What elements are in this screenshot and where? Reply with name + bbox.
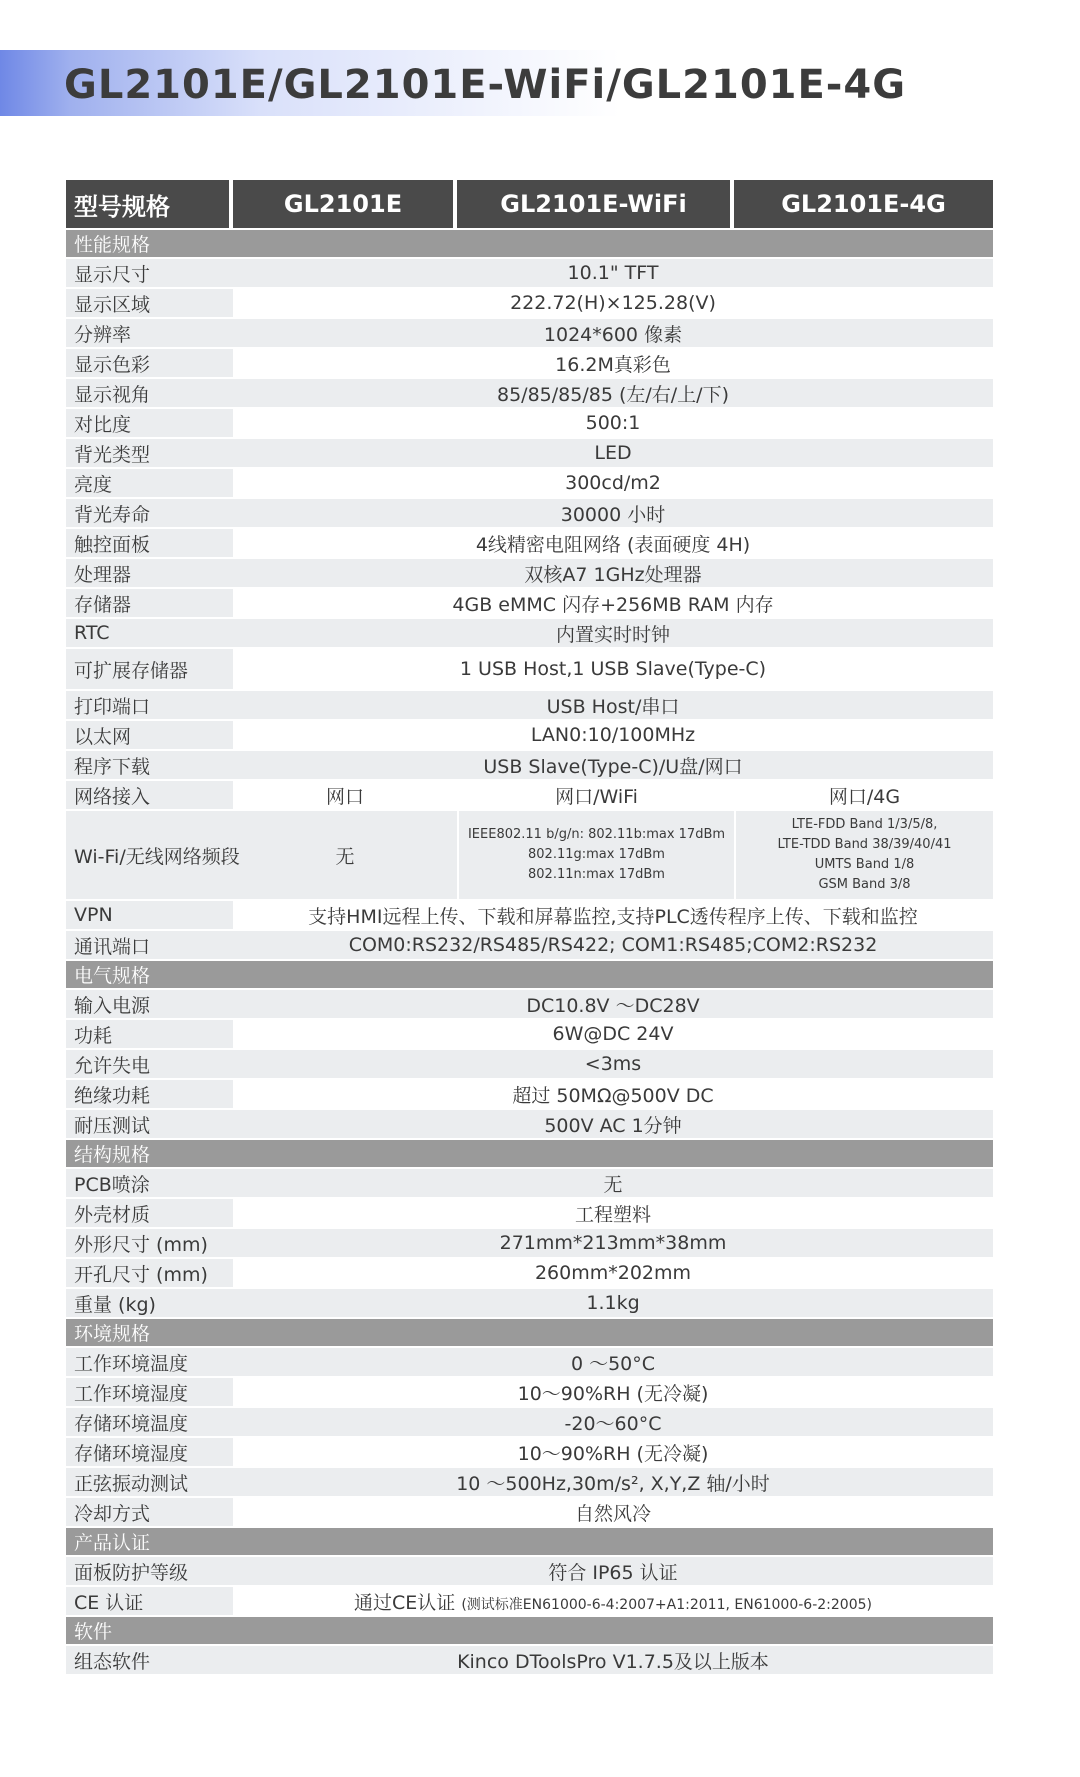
row-label: 显示尺寸 <box>66 257 233 287</box>
row-label: Wi-Fi/无线网络频段 <box>66 809 233 899</box>
row-label: 功耗 <box>66 1018 233 1048</box>
row-value: 1.1kg <box>233 1287 993 1317</box>
row-label: 分辨率 <box>66 317 233 347</box>
row-value <box>233 1585 993 1615</box>
section-software: 软件 <box>66 1615 993 1644</box>
row-value: 1 USB Host,1 USB Slave(Type-C) <box>233 647 993 689</box>
row-label: 网络接入 <box>66 779 233 809</box>
row-value: 无 <box>233 1167 993 1197</box>
row-value: 300cd/m2 <box>233 467 993 497</box>
row-value: USB Host/串口 <box>233 689 993 719</box>
page-title: GL2101E/GL2101E-WiFi/GL2101E-4G <box>64 62 907 108</box>
row-value: 自然风冷 <box>233 1496 993 1526</box>
row-value: 500V AC 1分钟 <box>233 1108 993 1138</box>
wifi-band-wifi <box>457 809 734 899</box>
wifi-band-line: 802.11g:max 17dBm <box>528 847 665 862</box>
section-certification: 产品认证 <box>66 1526 993 1555</box>
row-label: 输入电源 <box>66 988 233 1018</box>
row-value: 0 ～50°C <box>233 1346 993 1376</box>
row-value: 6W@DC 24V <box>233 1018 993 1048</box>
row-label: 外形尺寸 (mm) <box>66 1227 233 1257</box>
row-label: 处理器 <box>66 557 233 587</box>
row-label: 工作环境温度 <box>66 1346 233 1376</box>
wifi-band-line: 802.11n:max 17dBm <box>528 867 665 882</box>
row-label: 背光寿命 <box>66 497 233 527</box>
row-label: CE 认证 <box>66 1585 233 1615</box>
row-value: 超过 50MΩ@500V DC <box>233 1078 993 1108</box>
section-structure: 结构规格 <box>66 1138 993 1167</box>
row-value: 85/85/85/85 (左/右/上/下) <box>233 377 993 407</box>
band-line: LTE-FDD Band 1/3/5/8, <box>791 817 938 832</box>
row-label: 外壳材质 <box>66 1197 233 1227</box>
row-label: 组态软件 <box>66 1644 233 1674</box>
row-label: 面板防护等级 <box>66 1555 233 1585</box>
wifi-band-line: IEEE802.11 b/g/n: 802.11b:max 17dBm <box>467 827 726 842</box>
row-label: 触控面板 <box>66 527 233 557</box>
row-label: 通讯端口 <box>66 929 233 959</box>
row-value: DC10.8V ～DC28V <box>233 988 993 1018</box>
row-value: 符合 IP65 认证 <box>233 1555 993 1585</box>
row-value: 支持HMI远程上传、下载和屏幕监控,支持PLC透传程序上传、下载和监控 <box>233 899 993 929</box>
row-label: 程序下载 <box>66 749 233 779</box>
row-value: 222.72(H)×125.28(V) <box>233 287 993 317</box>
row-label: 冷却方式 <box>66 1496 233 1526</box>
network-access-gl2101e: 网口 <box>233 779 457 809</box>
row-value: 1024*600 像素 <box>233 317 993 347</box>
row-label: 耐压测试 <box>66 1108 233 1138</box>
row-label: 显示视角 <box>66 377 233 407</box>
row-label: 以太网 <box>66 719 233 749</box>
row-value: 30000 小时 <box>233 497 993 527</box>
table-header-row <box>66 180 993 228</box>
row-value: 10.1" TFT <box>233 257 993 287</box>
header-model-gl2101e: GL2101E <box>233 180 457 228</box>
wifi-band-4g <box>734 809 993 899</box>
row-label: 背光类型 <box>66 437 233 467</box>
row-value: COM0:RS232/RS485/RS422; COM1:RS485;COM2:RS232 <box>233 929 993 959</box>
row-value: 4线精密电阻网络 (表面硬度 4H) <box>233 527 993 557</box>
row-label: PCB喷涂 <box>66 1167 233 1197</box>
row-value: USB Slave(Type-C)/U盘/网口 <box>233 749 993 779</box>
row-value: -20～60°C <box>233 1406 993 1436</box>
network-access-wifi: 网口/WiFi <box>457 779 734 809</box>
header-model-gl2101e-wifi: GL2101E-WiFi <box>457 180 734 228</box>
row-value: 内置实时时钟 <box>233 617 993 647</box>
row-label: 允许失电 <box>66 1048 233 1078</box>
ce-value: 通过CE认证 <box>354 1591 456 1614</box>
row-value: 16.2M真彩色 <box>233 347 993 377</box>
row-value: 260mm*202mm <box>233 1257 993 1287</box>
row-label: 打印端口 <box>66 689 233 719</box>
row-label: 存储环境温度 <box>66 1406 233 1436</box>
band-line: GSM Band 3/8 <box>818 877 911 892</box>
row-label: 正弦振动测试 <box>66 1466 233 1496</box>
row-value: 10～90%RH (无冷凝) <box>233 1376 993 1406</box>
row-label: 重量 (kg) <box>66 1287 233 1317</box>
row-label: 开孔尺寸 (mm) <box>66 1257 233 1287</box>
row-label: VPN <box>66 899 233 929</box>
row-value: 10～90%RH (无冷凝) <box>233 1436 993 1466</box>
network-access-4g: 网口/4G <box>734 779 993 809</box>
row-value: LED <box>233 437 993 467</box>
row-label: 对比度 <box>66 407 233 437</box>
row-value: 4GB eMMC 闪存+256MB RAM 内存 <box>233 587 993 617</box>
section-environment: 环境规格 <box>66 1317 993 1346</box>
band-line: LTE-TDD Band 38/39/40/41 <box>777 837 952 852</box>
wifi-band-gl2101e: 无 <box>233 809 457 899</box>
row-value: 10 ～500Hz,30m/s², X,Y,Z 轴/小时 <box>233 1466 993 1496</box>
row-label: 存储器 <box>66 587 233 617</box>
section-performance: 性能规格 <box>66 228 993 257</box>
row-label: 存储环境湿度 <box>66 1436 233 1466</box>
row-label: 工作环境湿度 <box>66 1376 233 1406</box>
row-label: RTC <box>66 617 233 647</box>
row-value: 双核A7 1GHz处理器 <box>233 557 993 587</box>
row-label: 亮度 <box>66 467 233 497</box>
row-label: 可扩展存储器 <box>66 647 233 689</box>
row-value: 工程塑料 <box>233 1197 993 1227</box>
row-label: 显示色彩 <box>66 347 233 377</box>
row-label: 绝缘功耗 <box>66 1078 233 1108</box>
row-value: <3ms <box>233 1048 993 1078</box>
row-value: 271mm*213mm*38mm <box>233 1227 993 1257</box>
band-line: UMTS Band 1/8 <box>814 857 915 872</box>
row-value: Kinco DToolsPro V1.7.5及以上版本 <box>233 1644 993 1674</box>
row-value: 500:1 <box>233 407 993 437</box>
ce-test-standard-note: (测试标准EN61000-6-4:2007+A1:2011, EN61000-6-2:2005) <box>461 1596 872 1613</box>
row-label: 显示区域 <box>66 287 233 317</box>
spec-table <box>66 180 993 1674</box>
row-value: LAN0:10/100MHz <box>233 719 993 749</box>
section-electrical: 电气规格 <box>66 959 993 988</box>
header-spec-label: 型号规格 <box>66 180 233 228</box>
header-model-gl2101e-4g: GL2101E-4G <box>734 180 993 228</box>
